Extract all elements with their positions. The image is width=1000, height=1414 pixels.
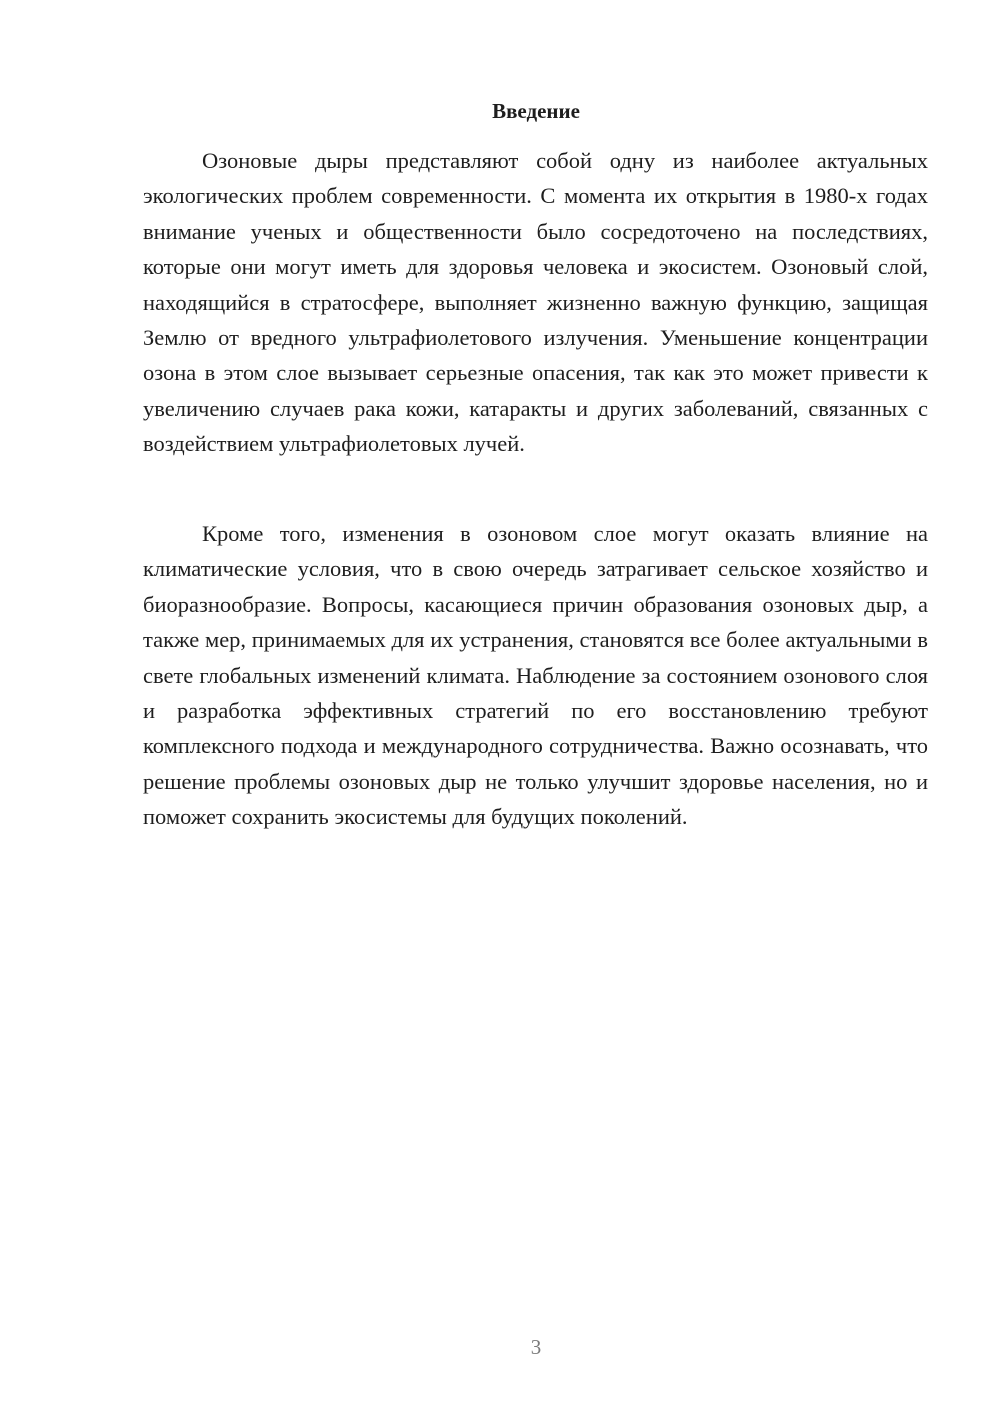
- page-number: 3: [530, 1335, 542, 1359]
- paragraph-1: Озоновые дыры представляют собой одну из наиболее актуальных экологических проблем современности. С момента их открытия в 1980-х годах внимание ученых и общественности было сосредоточено на последствиях, которые они могут иметь для здоровья человека и экосистем. Озоновый слой, находящийся в стратосфере, выполняет жизненно важную функцию, защищая Землю от вредного ультрафиолетового излучения. Уменьшение концентрации озона в этом слое вызывает серьезные опасения, так как это может привести к увеличению случаев рака кожи, катаракты и других заболеваний, связанных с воздействием ультрафиолетовых лучей.: [143, 148, 928, 457]
- paragraph-2: Кроме того, изменения в озоновом слое могут оказать влияние на климатические условия, что в свою очередь затрагивает сельское хозяйство и биоразнообразие. Вопросы, касающиеся причин образования озоновых дыр, а также мер, принимаемых для их устранения, становятся все более актуальными в свете глобальных изменений климата. Наблюдение за состоянием озонового слоя и разработка эффективных стратегий по его восстановлению требуют комплексного подхода и международного сотрудничества. Важно осознавать, что решение проблемы озоновых дыр не только улучшит здоровье населения, но и поможет сохранить экосистемы для будущих поколений.: [143, 521, 928, 830]
- section-title: Введение: [492, 99, 580, 123]
